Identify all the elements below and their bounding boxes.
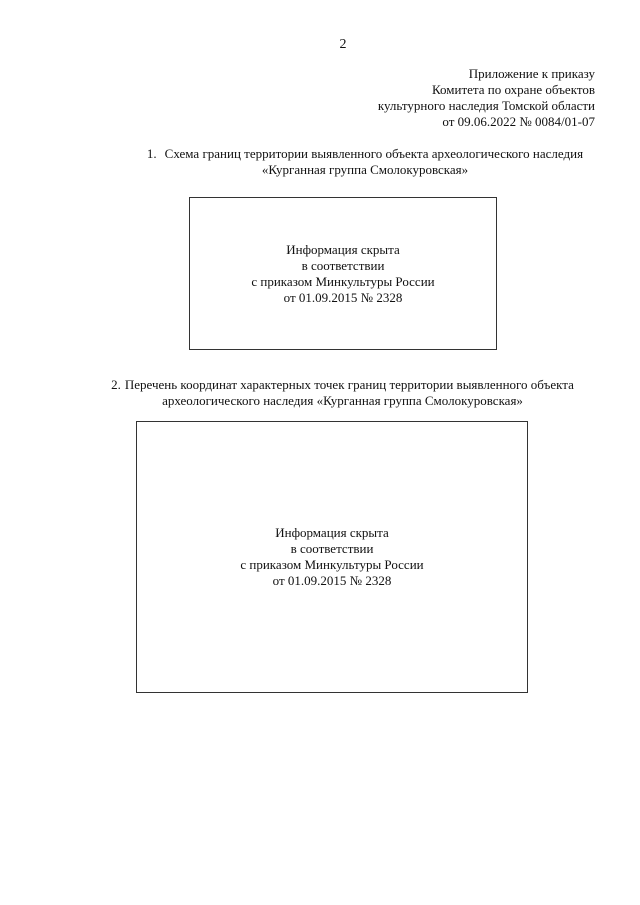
section-1-title: Схема границ территории выявленного объекта археологического наследия bbox=[164, 146, 584, 161]
section-2-heading bbox=[85, 377, 600, 409]
header-line-appendix: Приложение к приказу bbox=[468, 66, 595, 81]
hidden-info-notice-2 bbox=[240, 525, 423, 589]
header-line-committee: Комитета по охране объектов bbox=[432, 82, 595, 97]
notice-2-line-2: в соответствии bbox=[290, 541, 374, 556]
header-line-order-date: от 09.06.2022 № 0084/01-07 bbox=[442, 114, 595, 129]
notice-1-line-2: в соответствии bbox=[301, 257, 385, 273]
section-2-number: 2. bbox=[111, 377, 121, 392]
notice-1-line-3: с приказом Минкультуры России bbox=[251, 273, 435, 289]
section-1-number: 1. bbox=[146, 146, 157, 161]
section-2-heading-line-1 bbox=[85, 377, 600, 393]
appendix-header bbox=[378, 66, 595, 130]
section-1-heading-line-1 bbox=[100, 146, 630, 162]
section-1-heading bbox=[100, 146, 630, 178]
section-1-heading-line-2: «Курганная группа Смолокуровская» bbox=[261, 162, 469, 177]
hidden-info-notice-1 bbox=[251, 242, 434, 306]
section-2-title: Перечень координат характерных точек границ территории выявленного объекта bbox=[124, 377, 574, 392]
header-line-heritage: культурного наследия Томской области bbox=[377, 98, 595, 113]
notice-2-line-4: от 01.09.2015 № 2328 bbox=[272, 573, 392, 588]
hidden-info-box-2 bbox=[136, 421, 528, 693]
notice-1-line-4: от 01.09.2015 № 2328 bbox=[283, 289, 403, 305]
notice-2-line-3: с приказом Минкультуры России bbox=[240, 557, 424, 572]
notice-2-line-1: Информация скрыта bbox=[275, 525, 389, 540]
hidden-info-box-1 bbox=[189, 197, 497, 350]
section-2-heading-line-2: археологического наследия «Курганная группа Смолокуровская» bbox=[162, 393, 523, 408]
notice-1-line-1: Информация скрыта bbox=[286, 241, 400, 257]
page-number: 2 bbox=[339, 37, 347, 52]
